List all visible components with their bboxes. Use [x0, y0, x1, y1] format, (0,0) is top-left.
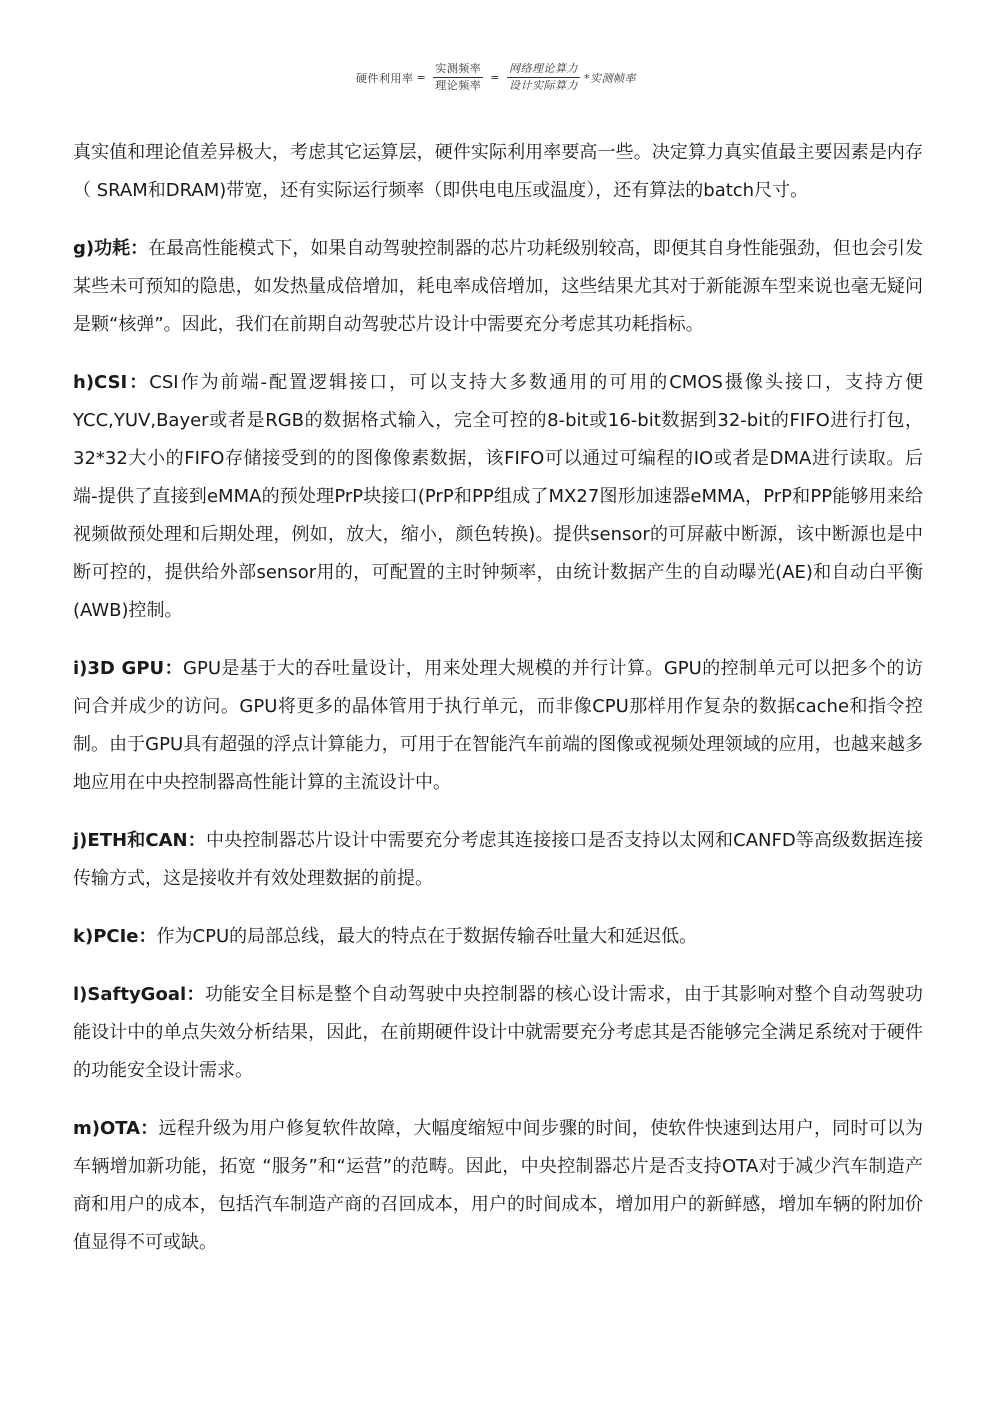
paragraph-label: i)3D GPU：: [73, 658, 184, 679]
document-body: [73, 134, 923, 1282]
formula-fraction-1: [433, 62, 483, 93]
formula-fraction-2-denominator: 设计实际算力: [508, 79, 578, 92]
paragraph-text: CSI作为前端-配置逻辑接口，可以支持大多数通用的可用的CMOS摄像头接口，支持方便YCC,YUV,Bayer或者是RGB的数据格式输入，完全可控的8-bit或16-bit数据到32-bit的FIFO进行打包，32*32大小的FIFO存储接受到的的图像像素数据，该FIFO可以通过可编程的IO或者是DMA进行读取。后端-提供了直接到eMMA的预处理PrP块接口(PrP和PP组成了MX27图形加速器eMMA，PrP和PP能够用来给视频做预处理和后期处理，例如，放大，缩小，颜色转换)。提供sensor的可屏蔽中断源，该中断源也是中断可控的，提供给外部sensor用的，可配置的主时钟频率，由统计数据产生的自动曝光(AE)和自动白平衡(AWB)控制。: [73, 372, 923, 621]
paragraph-intro: [73, 134, 923, 210]
paragraph-text: 作为CPU的局部总线，最大的特点在于数据传输吞吐量大和延迟低。: [156, 926, 698, 947]
formula-equals-2: =: [490, 71, 500, 84]
paragraph-csi: [73, 364, 923, 630]
paragraph-text: 中央控制器芯片设计中需要充分考虑其连接接口是否支持以太网和CANFD等高级数据连接传输方式，这是接收并有效处理数据的前提。: [73, 830, 923, 889]
formula-lhs: 硬件利用率: [356, 71, 414, 85]
paragraph-eth-can: [73, 822, 923, 898]
paragraph-pcie: [73, 918, 923, 956]
formula-tail: *实测帧率: [583, 71, 636, 85]
paragraph-text: GPU是基于大的吞吐量设计，用来处理大规模的并行计算。GPU的控制单元可以把多个的访问合并成少的访问。GPU将更多的晶体管用于执行单元，而非像CPU那样用作复杂的数据cache和指令控制。由于GPU具有超强的浮点计算能力，可用于在智能汽车前端的图像或视频处理领域的应用，也越来越多地应用在中央控制器高性能计算的主流设计中。: [73, 658, 923, 793]
formula-fraction-1-denominator: 理论频率: [435, 79, 482, 92]
formula-fraction-1-numerator: 实测频率: [433, 62, 483, 78]
paragraph-power: [73, 230, 923, 344]
paragraph-label: k)PCIe：: [73, 926, 157, 947]
paragraph-label: m)OTA：: [73, 1118, 159, 1139]
paragraph-gpu: [73, 650, 923, 802]
paragraph-label: g)功耗：: [73, 238, 149, 259]
formula-fraction-2: [507, 62, 580, 93]
paragraph-label: l)SaftyGoal：: [73, 984, 205, 1005]
paragraph-text: 远程升级为用户修复软件故障，大幅度缩短中间步骤的时间，使软件快速到达用户，同时可以为车辆增加新功能，拓宽 “服务”和“运营”的范畴。因此，中央控制器芯片是否支持OTA对于减少汽车制造产商和用户的成本，包括汽车制造产商的召回成本，用户的时间成本，增加用户的新鲜感，增加车辆的附加价值显得不可或缺。: [73, 1118, 923, 1253]
paragraph-text: 在最高性能模式下，如果自动驾驶控制器的芯片功耗级别较高，即便其自身性能强劲，但也会引发某些未可预知的隐患，如发热量成倍增加，耗电率成倍增加，这些结果尤其对于新能源车型来说也毫无疑问是颗“核弹”。因此，我们在前期自动驾驶芯片设计中需要充分考虑其功耗指标。: [73, 238, 923, 335]
paragraph-text: 真实值和理论值差异极大，考虑其它运算层，硬件实际利用率要高一些。决定算力真实值最主要因素是内存（ SRAM和DRAM)带宽，还有实际运行频率（即供电电压或温度），还有算法的batch尺寸。: [73, 142, 923, 201]
formula-equals-1: =: [416, 71, 427, 84]
utilization-formula: [0, 62, 992, 93]
paragraph-label: h)CSI：: [73, 372, 150, 393]
paragraph-ota: [73, 1110, 923, 1262]
paragraph-label: j)ETH和CAN：: [73, 830, 206, 851]
paragraph-text: 功能安全目标是整个自动驾驶中央控制器的核心设计需求，由于其影响对整个自动驾驶功能设计中的单点失效分析结果，因此，在前期硬件设计中就需要充分考虑其是否能够完全满足系统对于硬件的功能安全设计需求。: [73, 984, 923, 1081]
formula-fraction-2-numerator: 网络理论算力: [507, 62, 580, 78]
paragraph-safety-goal: [73, 976, 923, 1090]
